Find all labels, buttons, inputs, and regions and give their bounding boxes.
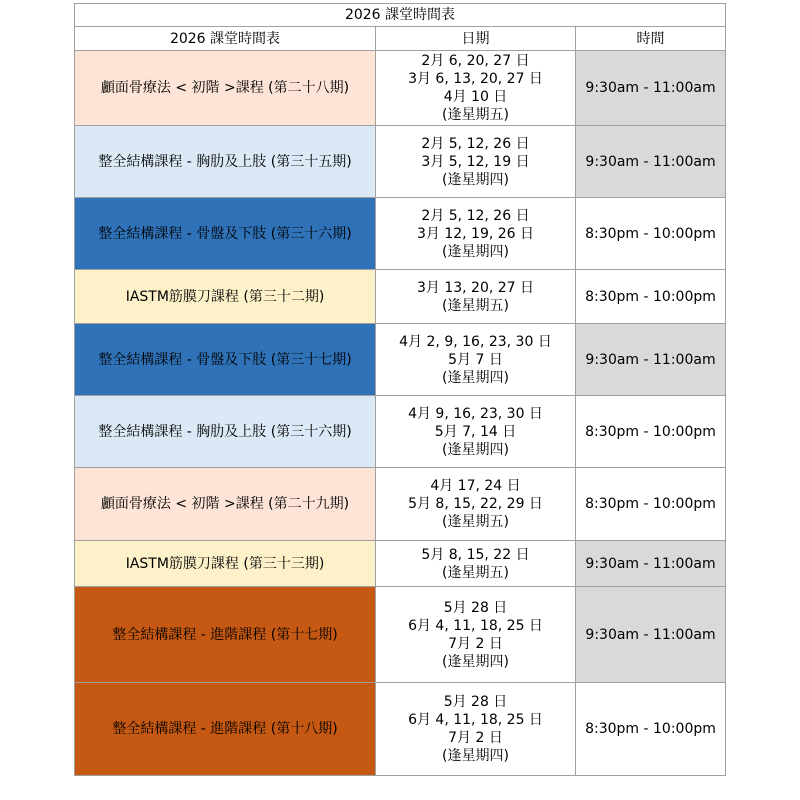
dates-cell	[376, 126, 576, 198]
date-line: (逢星期四)	[442, 171, 509, 188]
dates-cell	[376, 270, 576, 324]
dates-cell	[376, 51, 576, 126]
table-row	[75, 396, 726, 468]
date-line: 4月 10 日	[443, 89, 508, 105]
table-row	[75, 51, 726, 126]
date-line: 4月 17, 24 日	[430, 478, 521, 494]
date-line: (逢星期五)	[442, 564, 509, 581]
time-cell: 9:30am - 11:00am	[576, 126, 726, 198]
course-name-cell: 整全結構課程 - 胸肋及上肢 (第三十五期)	[75, 126, 376, 198]
time-cell: 8:30pm - 10:00pm	[576, 198, 726, 270]
header-course: 2026 課堂時間表	[75, 27, 376, 51]
table-header-row	[75, 27, 726, 51]
table-title: 2026 課堂時間表	[75, 4, 726, 27]
course-name-cell: 整全結構課程 - 進階課程 (第十七期)	[75, 587, 376, 683]
time-cell: 9:30am - 11:00am	[576, 541, 726, 587]
table-row	[75, 198, 726, 270]
date-line: 3月 13, 20, 27 日	[416, 279, 535, 296]
dates-cell	[376, 396, 576, 468]
table-row	[75, 683, 726, 776]
date-line: (逢星期四)	[442, 243, 509, 260]
time-cell: 8:30pm - 10:00pm	[576, 396, 726, 468]
course-name-cell: 整全結構課程 - 骨盤及下肢 (第三十六期)	[75, 198, 376, 270]
date-line: 5月 8, 15, 22, 29 日	[408, 496, 543, 512]
date-line: 3月 12, 19, 26 日	[416, 225, 535, 242]
date-line: 3月 5, 12, 19 日	[421, 153, 530, 170]
course-name-cell: 整全結構課程 - 進階課程 (第十八期)	[75, 683, 376, 776]
time-cell: 8:30pm - 10:00pm	[576, 270, 726, 324]
dates-cell	[376, 541, 576, 587]
course-name-cell: IASTM筋膜刀課程 (第三十三期)	[75, 541, 376, 587]
table-row	[75, 270, 726, 324]
dates-cell	[376, 587, 576, 683]
table-row	[75, 468, 726, 541]
date-line: 5月 7, 14 日	[434, 423, 517, 440]
date-line: 6月 4, 11, 18, 25 日	[408, 712, 543, 728]
date-line: (逢星期四)	[442, 748, 509, 764]
date-line: 4月 9, 16, 23, 30 日	[408, 405, 543, 422]
date-line: 7月 2 日	[448, 730, 503, 746]
date-line: 2月 5, 12, 26 日	[421, 135, 530, 152]
date-line: (逢星期四)	[442, 653, 509, 670]
header-dates: 日期	[376, 27, 576, 51]
table-title-row	[75, 4, 726, 27]
course-name-cell: 顱面骨療法 < 初階 >課程 (第二十八期)	[75, 51, 376, 126]
course-name-cell: IASTM筋膜刀課程 (第三十二期)	[75, 270, 376, 324]
date-line: 7月 2 日	[448, 635, 503, 652]
date-line: (逢星期四)	[442, 369, 509, 386]
date-line: 3月 6, 13, 20, 27 日	[408, 71, 543, 87]
time-cell: 8:30pm - 10:00pm	[576, 468, 726, 541]
date-line: (逢星期四)	[442, 441, 509, 458]
date-line: 4月 2, 9, 16, 23, 30 日	[399, 333, 552, 350]
date-line: 6月 4, 11, 18, 25 日	[408, 617, 543, 634]
date-line: 5月 28 日	[443, 599, 508, 616]
course-name-cell: 整全結構課程 - 骨盤及下肢 (第三十七期)	[75, 324, 376, 396]
header-time: 時間	[576, 27, 726, 51]
date-line: (逢星期五)	[442, 297, 509, 314]
date-line: 2月 5, 12, 26 日	[421, 207, 530, 224]
course-name-cell: 顱面骨療法 < 初階 >課程 (第二十九期)	[75, 468, 376, 541]
table-row	[75, 541, 726, 587]
dates-cell	[376, 683, 576, 776]
time-cell: 9:30am - 11:00am	[576, 587, 726, 683]
time-cell: 9:30am - 11:00am	[576, 51, 726, 126]
course-name-cell: 整全結構課程 - 胸肋及上肢 (第三十六期)	[75, 396, 376, 468]
dates-cell	[376, 198, 576, 270]
dates-cell	[376, 468, 576, 541]
table-row	[75, 126, 726, 198]
date-line: 5月 7 日	[448, 351, 503, 368]
schedule-table	[74, 3, 726, 776]
date-line: 2月 6, 20, 27 日	[421, 53, 530, 69]
table-row	[75, 324, 726, 396]
time-cell: 8:30pm - 10:00pm	[576, 683, 726, 776]
date-line: 5月 28 日	[443, 694, 508, 710]
table-row	[75, 587, 726, 683]
date-line: (逢星期五)	[442, 107, 509, 123]
date-line: (逢星期五)	[442, 514, 509, 530]
date-line: 5月 8, 15, 22 日	[421, 546, 530, 563]
dates-cell	[376, 324, 576, 396]
time-cell: 9:30am - 11:00am	[576, 324, 726, 396]
